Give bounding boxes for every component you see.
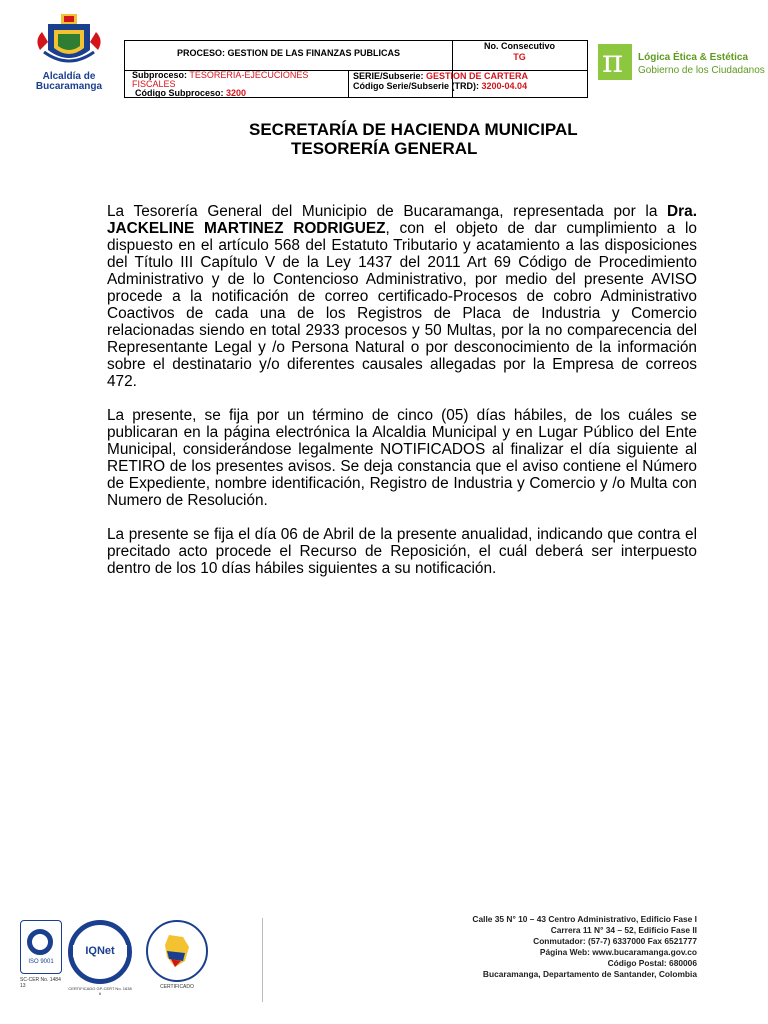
footer-separator [262, 918, 263, 1002]
colombia-map-icon [157, 931, 197, 971]
serie-cell: SERIE/Subserie: GESTION DE CARTERA Código Serie/Subserie (TRD): 3200-04.04 [353, 71, 529, 91]
pi-icon: π [598, 44, 632, 80]
postal-code-line: Código Postal: 680006 [607, 957, 697, 968]
paragraph-2: La presente, se fija por un término de cinco (05) días hábiles, de los cuáles se publicaran en la página electrónica la Alcaldia Municipal y en Lugar Público del Ente Municipal, considerándose legalmente NOTIFICADOS al finalizar el día siguiente al RETIRO de los presentes avisos. Se deja constancia que el aviso contiene el Número de Expediente, nombre identificación, Registro de Industria y Comercio y /o Multa con Numero de Resolución. [107, 407, 697, 509]
icontec-icon [27, 929, 53, 955]
paragraph-1: La Tesorería General del Municipio de Bucaramanga, representada por la Dra. JACKELINE MARTINEZ RODRIGUEZ, con el objeto de dar cumplimiento a lo dispuesto en el artículo 568 del Estatuto Tributario y acatamiento a las disposiciones del Título III Capítulo V de la Ley 1437 del 2011 Art 69 Código de Procedimiento Administrativo y de lo Contencioso Administrativo, por medio del presente AVISO procede a la notificación de correo certificado-Procesos de cobro Administrativo Coactivos de cada una de los Registros de Placa de Industria y Comercio relacionadas siendo en total 2933 procesos y 50 Multas, por la no comparecencia del Representante Legal y /o Persona Natural o por desconocimiento de la información sobre el destinatario y/o diferentes causales allegadas por la Empresa de correos 472. [107, 203, 697, 390]
footer-address [397, 914, 697, 979]
logica-etica-logo [598, 42, 765, 82]
coat-of-arms-icon [34, 12, 104, 68]
subproceso-cell: Subproceso: TESORERIA-EJECUCIONES FISCALES Código Subproceso: 3200 [132, 70, 309, 98]
logo-right-line-2: Gobierno de los Ciudadanos [638, 65, 765, 76]
address-line-2: Carrera 11 N° 34 – 52, Edificio Fase II [550, 924, 697, 935]
address-line-1: Calle 35 N° 10 – 43 Centro Administrativo, Edificio Fase I [472, 914, 697, 924]
logo-line-2: Bucaramanga [35, 81, 103, 92]
alcaldia-logo [30, 12, 108, 94]
official-name: Dra. JACKELINE MARTINEZ RODRIGUEZ [107, 203, 697, 237]
body-text [107, 203, 697, 594]
title-secretaria: SECRETARÍA DE HACIENDA MUNICIPAL [249, 120, 578, 139]
city-line: Bucaramanga, Departamento de Santander, Colombia [482, 968, 697, 979]
consecutivo-cell: No. Consecutivo TG [452, 41, 587, 63]
proceso-cell: PROCESO: GESTION DE LAS FINANZAS PUBLICAS [176, 48, 401, 58]
iqnet-ring-icon: IQNet [68, 920, 132, 984]
icontec-cert-logo: ISO 9001 SC-CER No. 1484 13 [20, 920, 62, 990]
logo-line-1: Alcaldía de [42, 71, 96, 82]
title-tesoreria: TESORERÍA GENERAL [291, 139, 478, 158]
website-line: Página Web: www.bucaramanga.gov.co [539, 946, 697, 957]
logo-right-line-1: Lógica Ética & Estética [638, 52, 749, 63]
consecutivo-value: TG [513, 52, 526, 62]
paragraph-3: La presente se fija el día 06 de Abril de la presente anualidad, indicando que contra el precitado acto procede el Recurso de Reposición, el cuál deberá ser interpuesto dentro de los 10 días hábiles siguientes a su notificación. [107, 526, 697, 577]
iqnet-cert-logo: IQNet CERTIFICADO GP-CERT No. 1638 6 [68, 920, 138, 1000]
process-table [124, 40, 588, 98]
conmutador-line: Conmutador: (57-7) 6337000 Fax 6521777 [533, 935, 697, 946]
gp-cert-logo: CERTIFICADO [146, 920, 212, 1000]
